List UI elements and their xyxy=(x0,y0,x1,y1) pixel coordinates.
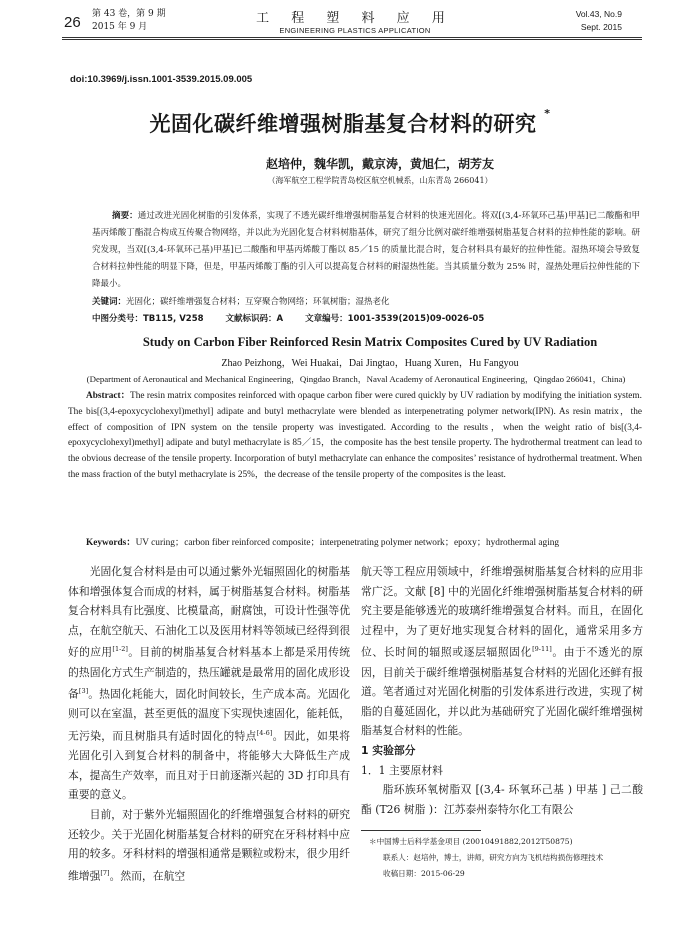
volume-en: Vol.43, No.9 xyxy=(575,9,622,19)
footnote-contact: 联系人：赵培仲，博士，讲师，研究方向为飞机结构损伤修理技术 xyxy=(383,853,604,862)
citation: [9-11] xyxy=(532,645,552,654)
keywords-en-label: Keywords： xyxy=(86,538,136,548)
header-rule xyxy=(62,37,642,38)
citation: [3] xyxy=(78,687,89,696)
keywords-en xyxy=(86,534,646,548)
subsection-heading: 1．1 主要原材料 xyxy=(361,763,443,777)
citation: [1-2] xyxy=(112,645,128,654)
body-text: 。因此，如果将光固化引入到复合材料的制备中，将能够大大降低生产成本，提高生产效率，而且对于日前逐渐兴起的 3D 打印具有重要的意义。 xyxy=(68,729,351,802)
paper-title-en: Study on Carbon Fiber Reinforced Resin Matrix Composites Cured by UV Radiation xyxy=(142,335,598,349)
abstract-en xyxy=(68,389,642,484)
date-en: Sept. 2015 xyxy=(580,22,622,32)
body-text: 光固化复合材料是由可以通过紫外光辐照固化的树脂基体和增强体复合而成的材料，属于树脂基复合材料。树脂基复合材料具有比强度、比模量高，耐腐蚀，可设计性强等优点，在航空航天、石油化工以及医用材料等领域已经得到很好的应用 xyxy=(68,565,350,659)
journal-volume-en xyxy=(576,8,622,34)
page-number: 26 xyxy=(64,14,81,31)
title-footnote-mark: * xyxy=(544,107,551,120)
abstract-cn xyxy=(92,208,640,293)
body-paragraph xyxy=(68,562,350,805)
clc-number: 中图分类号：TB115, V258 xyxy=(92,314,204,324)
affiliation-en: (Department of Aeronautical and Mechanical Engineering，Qingdao Branch，Naval Academy of Aeronautical Engineering，Qingdao 266041，China) xyxy=(86,374,626,384)
footnote-received: 收稿日期：2015-06-29 xyxy=(383,869,465,878)
classification xyxy=(92,311,640,328)
abstract-en-label: Abstract： xyxy=(86,391,131,401)
footnote-fund: ＊中国博士后科学基金项目 (20010491882,2012T50875) xyxy=(369,837,573,846)
doi: doi:10.3969/j.issn.1001-3539.2015.09.005 xyxy=(70,74,253,85)
journal-name xyxy=(240,7,470,35)
keywords-cn xyxy=(92,294,640,311)
date-cn: 2015 年 9 月 xyxy=(92,22,148,32)
authors: 赵培仲，魏华凯，戴京涛，黄旭仁，胡芳友 xyxy=(265,157,494,171)
abstract-cn-label: 摘要： xyxy=(112,211,138,221)
body-paragraph xyxy=(68,805,350,886)
body-text: 目前，对于紫外光辐照固化的纤维增强复合材料的研究还较少。关于光固化树脂基复合材料的研究在牙科材料中应用的较多。牙科材料的增强相通常是颗粒或粉末，很少用纤维增强 xyxy=(68,807,350,883)
affiliation: （海军航空工程学院青岛校区航空机械系，山东青岛 266041） xyxy=(267,176,493,185)
footnote-rule xyxy=(361,830,481,831)
body-text: 。热固化耗能大，固化时间较长，生产成本高。光固化则可以在室温，甚至更低的温度下实现快速固化，能耗低，无污染，而且树脂具有适时固化的特点 xyxy=(68,687,351,743)
citation: [7] xyxy=(100,868,110,877)
footnotes xyxy=(361,834,643,882)
authors-en: Zhao Peizhong，Wei Huakai，Dai Jingtao，Huang Xuren，Hu Fangyou xyxy=(221,358,519,369)
abstract-cn-text: 通过改进光固化树脂的引发体系，实现了不透光碳纤维增强树脂基复合材料的快速光固化。将双[(3,4-环氧环己基)甲基]已二酸酯和甲基丙烯酸丁酯混合构成互传聚合物网络，并以此为光固化复合材料树脂基体，研究了组分比例对碳纤维增强树脂基复合材料的拉伸性能的影响。研究发现，当双[(3,4-环氧环己基)甲基]已二酸酯和甲基丙烯酸丁酯以 85／15 的质量比混合时，复合材料具有最好的拉伸性能。湿热环境会导致复合材料拉伸性能的明显下降，但是，甲基丙烯酸丁酯的引入可以提高复合材料的耐湿热性能。当其质量分数为 25% 时，湿热处理后拉伸性能的下降最小。 xyxy=(92,211,640,289)
journal-name-cn: 工 程 塑 料 应 用 xyxy=(256,11,454,26)
paper-title xyxy=(0,108,700,138)
section-heading: 1 实验部分 xyxy=(361,743,416,757)
body-right-column xyxy=(361,562,643,819)
document-code: 文献标识码：A xyxy=(225,314,284,324)
keywords-en-text: UV curing；carbon fiber reinforced composite；interpenetrating polymer network；epoxy；hydrothermal aging xyxy=(135,538,560,548)
body-paragraph: 脂环族环氧树脂双 [(3,4- 环氧环己基 ) 甲基 ] 己二酸酯 (T26 树脂 )：江苏泰州泰特尔化工有限公 xyxy=(361,783,643,816)
paper-title-text: 光固化碳纤维增强树脂基复合材料的研究 xyxy=(149,112,537,136)
keywords-cn-label: 关键词： xyxy=(92,297,127,307)
article-number: 文章编号：1001-3539(2015)09-0026-05 xyxy=(305,314,485,324)
body-paragraph xyxy=(361,562,643,741)
body-text: 航天等工程应用领域中，纤维增强树脂基复合材料的应用非常广泛。文献 [8] 中的光固化纤维增强树脂基复合材料的研究主要是能够透光的玻璃纤维增强复合材料。而且，在固化过程中，为了更好地实现复合材料的固化，通常采用多方位、长时间的辐照或逐层辐照固化 xyxy=(361,565,643,659)
volume-cn: 第 43 卷，第 9 期 xyxy=(92,9,166,19)
header-rule-thin xyxy=(62,39,642,40)
journal-volume-cn xyxy=(92,8,166,34)
abstract-en-text: The resin matrix composites reinforced with opaque carbon fiber were cured quickly by UV radiation by modifying the initiation system. The bis[(3,4-epoxycyclohexyl)methyl] adipate and butyl methacrylate were blended as interpenetrating polymer network(IPN). As resin matrix，the effect of composition of IPN system on the tensile property was investigated. According to the results，when the weight ratio of bis[(3,4-epoxycyclohexyl)methyl] adipate and butyl methacrylate is 85／15，the composite has the best tensile property. The hydrothermal treatment can lead to the obvious decrease of the tensile property. Incorporation of butyl methacrylate can enhance the composites’ resistance of hydrothermal treatment. When the mass fraction of the butyl methacrylate is 25%，the decrease of the tensile property of the composites is the least. xyxy=(68,391,642,480)
body-text: 。目前的树脂基复合材料基本上都是采用传统的热固化方式生产制造的，热压罐就是最常用的固化成形设备 xyxy=(68,645,351,701)
journal-name-en: ENGINEERING PLASTICS APPLICATION xyxy=(279,26,431,35)
body-text: 。然而，在航空 xyxy=(109,869,186,883)
keywords-cn-text: 光固化；碳纤维增强复合材料；互穿聚合物网络；环氧树脂；湿热老化 xyxy=(126,297,390,307)
body-left-column xyxy=(68,562,350,886)
body-text: 。由于不透光的原因，目前关于碳纤维增强树脂基复合材料的光固化还鲜有报道。笔者通过对光固化树脂的引发体系进行改进，实现了树脂的自蔓延固化，并以此为基础研究了光固化碳纤维增强树脂基复合材料的性能。 xyxy=(361,645,644,738)
citation: [4-6] xyxy=(256,728,273,737)
